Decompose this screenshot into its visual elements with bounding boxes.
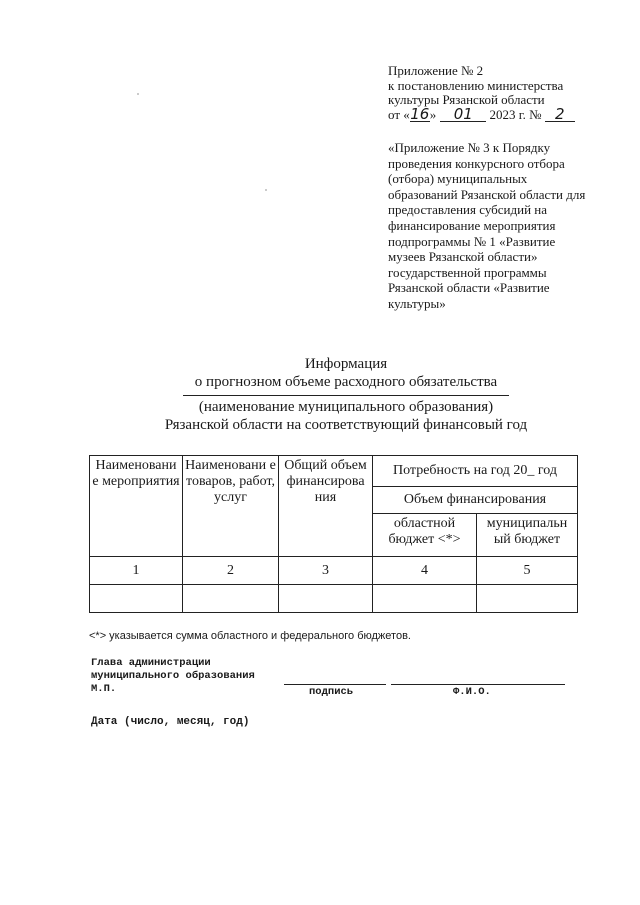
annex-ref-line: образований Рязанской области для [388,186,586,202]
annex-ref-line: подпрограммы № 1 «Развитие [388,233,556,249]
annex-line: культуры Рязанской области [388,92,545,108]
annex-header [388,64,575,122]
financing-table [89,455,578,613]
date-field-label: Дата (число, месяц, год) [91,716,250,728]
title-line: Информация [304,356,388,372]
stamp-place-label: М.П. [91,683,117,695]
col-header-regional: областной бюджет <*> [373,513,477,556]
column-number: 1 [90,557,183,585]
annex-ref-line: культуры» [388,295,446,311]
col-header-volume: Объем финансирования [373,486,578,513]
signature-line [284,684,386,685]
column-number: 4 [373,557,477,585]
column-number: 3 [279,557,373,585]
annex-ref-line: Рязанской области «Развитие [388,280,550,296]
date-day: 16 [410,104,430,123]
annex-line: Приложение № 2 [388,63,484,78]
title-line: о прогнозном объеме расходного обязательства [194,373,498,390]
scan-speck [137,93,139,95]
signature-caption: подпись [309,686,354,698]
date-year: 2023 г. № [489,106,542,122]
col-header-activity: Наименовани е мероприятия [90,456,183,557]
col-header-total: Общий объем финансирова ния [279,456,373,557]
annex-reference [388,140,600,312]
document-title [90,356,602,434]
name-caption: Ф.И.О. [453,686,491,698]
annex-ref-line: финансирование мероприятия [388,217,556,233]
column-number: 2 [183,557,279,585]
empty-cell [373,585,477,613]
empty-cell [183,585,279,613]
annex-ref-line: (отбора) муниципальных [388,171,528,187]
empty-cell [477,585,578,613]
footnote: <*> указывается сумма областного и федерального бюджетов. [89,630,411,642]
head-title-line: муниципального образования [91,670,255,682]
name-line [391,684,565,685]
annex-ref-line: музеев Рязанской области» [388,249,538,265]
date-prefix: от « [388,106,410,122]
column-number: 5 [477,557,578,585]
date-number: 2 [545,108,575,122]
annex-date-line [388,104,575,123]
annex-ref-line: «Приложение № 3 к Порядку [388,140,551,155]
annex-ref-line: государственной программы [388,264,547,280]
empty-cell [279,585,373,613]
scan-speck [265,189,267,191]
blank-fill-line [183,395,509,396]
annex-line: к постановлению министерства [388,77,564,93]
col-header-municipal: муниципальн ый бюджет [477,513,578,556]
date-month: 01 [440,108,486,122]
col-header-need: Потребность на год 20_ год [373,456,578,487]
date-mid: » [429,106,437,122]
title-line: (наименование муниципального образования) [198,399,494,416]
annex-ref-line: предоставления субсидий на [388,202,548,218]
signature-block [91,657,255,696]
annex-ref-line: проведения конкурсного отбора [388,155,565,171]
col-header-goods: Наименовани е товаров, работ, услуг [183,456,279,557]
empty-cell [90,585,183,613]
head-title-line: Глава администрации [91,657,211,669]
title-line: Рязанской области на соответствующий финансовый год [164,416,528,433]
